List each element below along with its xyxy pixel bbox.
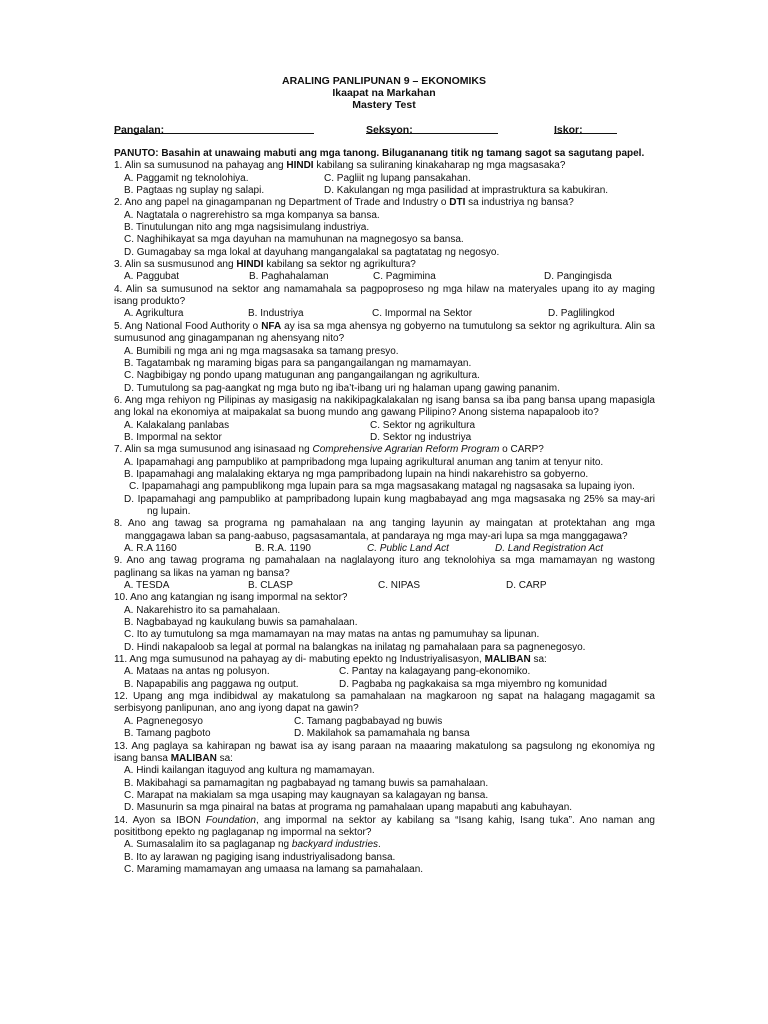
option[interactable]: A. Nagtatala o nagrerehistro sa mga kompanya sa bansa. (124, 209, 380, 221)
section-label: Seksyon: (366, 124, 413, 136)
option[interactable]: A. Ipapamahagi ang pampubliko at pampribadong mga lupaing agrikultural anuman ang tanim at tenyur nito. (124, 456, 604, 468)
question-3: 3. Alin sa susmusunod ang HINDI kabilang sa sektor ng agrikultura? (114, 259, 416, 271)
section-field[interactable] (366, 124, 498, 134)
option[interactable]: D. Paglilingkod (548, 308, 615, 320)
option[interactable]: B. Ito ay larawan ng pagiging isang industriyalisadong bansa. (124, 851, 396, 863)
option[interactable]: A. Hindi kailangan itaguyod ang kultura ng mamamayan. (124, 765, 375, 777)
question-9-options (114, 580, 655, 592)
question-8-options (114, 543, 655, 555)
option[interactable]: D. Masunurin sa mga pinairal na batas at programa ng pamahalaan upang mapabuti ang kabuhayan. (124, 802, 573, 814)
option[interactable]: A. Kalakalang panlabas (124, 419, 230, 431)
question-11-options (114, 666, 655, 691)
question-4-options (114, 308, 655, 320)
option[interactable]: C. Pantay na kalagayang pang-ekonomiko. (339, 666, 531, 678)
option[interactable]: C. NIPAS (378, 580, 421, 592)
question-12-options (114, 716, 655, 741)
question-4: 4. Alin sa sumusunod na sektor ang namamahala sa pagpoproseso ng mga hilaw na materyales upang ito ay maging isang produkto? (114, 283, 655, 308)
score-label: Iskor: (554, 124, 583, 136)
option[interactable]: C. Nagbibigay ng pondo upang matugunan ang pangangailangan ng agrikultura. (124, 370, 480, 382)
option[interactable]: B. Tinutulungan nito ang mga nagsisimulang industriya. (124, 222, 370, 234)
option[interactable]: D. Ipapamahagi ang pampubliko at pampribadong lupain kung magbabayad ang mga magsasaka ng 25% sa may-ari ng lupain. (124, 493, 655, 517)
option[interactable]: B. Tamang pagboto (124, 728, 211, 740)
option[interactable]: C. Impormal na Sektor (372, 308, 473, 320)
exam-quarter: Ikaapat na Markahan (332, 87, 436, 99)
option[interactable]: D. Pangingisda (544, 271, 612, 283)
option[interactable]: D. Land Registration Act (495, 543, 604, 554)
option[interactable]: B. Nagbabayad ng kaukulang buwis sa pamahalaan. (124, 617, 358, 629)
question-13: 13. Ang paglaya sa kahirapan ng bawat isa ay isang paraan na maaaring makatulong sa pagsulong ng ekonomiya ng isang bansa MALIBAN sa: (114, 740, 655, 764)
option[interactable]: D. Sektor ng industriya (370, 431, 472, 443)
option[interactable]: B. CLASP (248, 580, 294, 592)
option[interactable]: D. Makilahok sa pamamahala ng bansa (294, 728, 470, 740)
option[interactable]: C. Marapat na makialam sa mga usaping may kaugnayan sa kalagayan ng bansa. (124, 789, 489, 801)
option[interactable]: A. Pagnenegosyo (124, 715, 203, 727)
option[interactable]: C. Ipapamahagi ang pampublikong mga lupain para sa mga magsasakang matagal ng nagsasaka sa lupaing iyon. (129, 481, 635, 493)
question-14: 14. Ayon sa IBON Foundation, ang impormal na sektor ay kabilang sa “Isang kahig, Isang tuka”. Ano naman ang posititbong epekto ng paglaganap ng impormal na sektor? (114, 814, 655, 838)
option[interactable]: C. Naghihikayat sa mga dayuhan na mamuhunan na magnegosyo sa bansa. (124, 234, 464, 246)
option[interactable]: A. Mataas na antas ng polusyon. (124, 666, 270, 678)
question-12: 12. Upang ang mga indibidwal ay makatulong sa pamahalaan na magkaroon ng sapat na halagang magagamit sa serbisyong panlipunan, ano ang iyong dapat na gawin? (114, 691, 655, 715)
question-2: 2. Ano ang papel na ginagampanan ng Department of Trade and Industry o DTI sa industriya ng bansa? (114, 197, 574, 209)
instructions: PANUTO: Basahin at unawaing mabuti ang mga tanong. Bilugananang titik ng tamang sagot sa sagutang papel. (114, 148, 645, 159)
option[interactable]: C. Ito ay tumutulong sa mga mamamayan na may matas na antas ng pamumuhay sa lipunan. (124, 629, 540, 641)
option[interactable]: A. Sumasalalim ito sa paglaganap ng backyard industries. (124, 839, 381, 851)
option[interactable]: D. Tumutulong sa pag-aangkat ng mga buto ng iba’t-ibang uri ng halaman upang gawing pananim. (124, 382, 560, 394)
score-field[interactable] (554, 124, 617, 134)
question-5: 5. Ang National Food Authority o NFA ay isa sa mga ahensya ng gobyerno na tumutulong sa sektor ng agrikultura. Alin sa sumusunod ang ginagampanan ng ahensyang nito? (114, 320, 655, 345)
option[interactable]: A. Agrikultura (124, 308, 184, 320)
name-field[interactable] (114, 124, 314, 134)
name-label: Pangalan: (114, 124, 165, 136)
student-info-fields (114, 124, 659, 138)
question-1-options (114, 173, 655, 198)
option[interactable]: C. Public Land Act (367, 543, 449, 554)
option[interactable]: A. Paggubat (124, 271, 180, 283)
option[interactable]: C. Tamang pagbabayad ng buwis (294, 715, 443, 727)
exam-title: ARALING PANLIPUNAN 9 – EKONOMIKS (282, 75, 486, 87)
option[interactable]: D. Hindi nakapaloob sa legal at pormal na balangkas na inilatag ng pamahalaan para sa pagnenegosyo. (124, 641, 586, 653)
option[interactable]: D. Gumagabay sa mga lokal at dayuhang mangangalakal sa pagtatatag ng negosyo. (124, 246, 500, 258)
option[interactable]: C. Pagmimina (373, 271, 436, 283)
question-7: 7. Alin sa mga sumusunod ang isinasaad ng Comprehensive Agrarian Reform Program o CARP? (114, 444, 544, 456)
option[interactable]: B. Impormal na sektor (124, 431, 222, 443)
option[interactable]: B. Ipapamahagi ang malalaking ektarya ng mga pampribadong lupain na hindi nakarehistro sa gobyerno. (124, 468, 589, 480)
option[interactable]: B. Makibahagi sa pamamagitan ng pagbabayad ng tamang buwis sa pamahalaan. (124, 777, 489, 789)
question-3-options (114, 271, 655, 283)
option[interactable]: A. R.A 1160 (124, 543, 177, 554)
option[interactable]: B. Napapabilis ang paggawa ng output. (124, 678, 299, 690)
option[interactable]: D. CARP (506, 580, 547, 592)
questions (114, 148, 655, 876)
option[interactable]: D. Kakulangan ng mga pasilidad at imprastruktura sa kabukiran. (324, 185, 609, 197)
question-8: 8. Ano ang tawag sa programa ng pamahalaan na ang tanging layunin ay maingatan at protektahan ang mga manggagawa laban sa pang-aabuso, pagsasamantala, at pandaraya ng mga may-ari lupa sa mga manggagawa? (114, 518, 655, 542)
option[interactable]: B. Industriya (248, 308, 304, 320)
question-10: 10. Ano ang katangian ng isang impormal na sektor? (114, 592, 348, 604)
question-9: 9. Ano ang tawag programa ng pamahalaan na naglalayong ituro ang teknolohiya sa mga mamamayan ng wastong paglinang sa likas na yaman ng bansa? (114, 555, 655, 579)
option[interactable]: B. Tagatambak ng maraming bigas para sa pangangailangan ng mamamayan. (124, 357, 472, 369)
option[interactable]: B. Pagtaas ng suplay ng salapi. (124, 185, 265, 197)
exam-test-name: Mastery Test (352, 99, 416, 111)
question-6-options (114, 420, 655, 445)
option[interactable]: C. Pagliit ng lupang pansakahan. (324, 172, 471, 184)
option[interactable]: C. Sektor ng agrikultura (370, 419, 476, 431)
question-1: 1. Alin sa sumusunod na pahayag ang HINDI kabilang sa suliraning kinakaharap ng mga magsasaka? (114, 160, 566, 172)
option[interactable]: C. Maraming mamamayan ang umaasa na lamang sa pamahalaan. (124, 863, 424, 875)
question-6: 6. Ang mga rehiyon ng Pilipinas ay masigasig na nakikipagkalakalan ng isang bansa sa iba pang bansa upang mapasigla ang lokal na ekonomiya at maipakalat sa buong mundo ang gawang Pilipino? Anong sistema napapaloob ito? (114, 394, 655, 419)
option[interactable]: A. Nakarehistro ito sa pamahalaan. (124, 604, 281, 616)
option[interactable]: B. R.A. 1190 (255, 543, 311, 554)
option[interactable]: B. Paghahalaman (249, 271, 329, 283)
option[interactable]: A. TESDA (124, 580, 170, 592)
option[interactable]: A. Bumibili ng mga ani ng mga magsasaka sa tamang presyo. (124, 345, 399, 357)
option[interactable]: D. Pagbaba ng pagkakaisa sa mga miyembro ng komunidad (339, 678, 607, 690)
question-11: 11. Ang mga sumusunod na pahayag ay di- mabuting epekto ng Industriyalisasyon, MALIBAN sa: (114, 654, 547, 666)
option[interactable]: A. Paggamit ng teknolohiya. (124, 172, 249, 184)
